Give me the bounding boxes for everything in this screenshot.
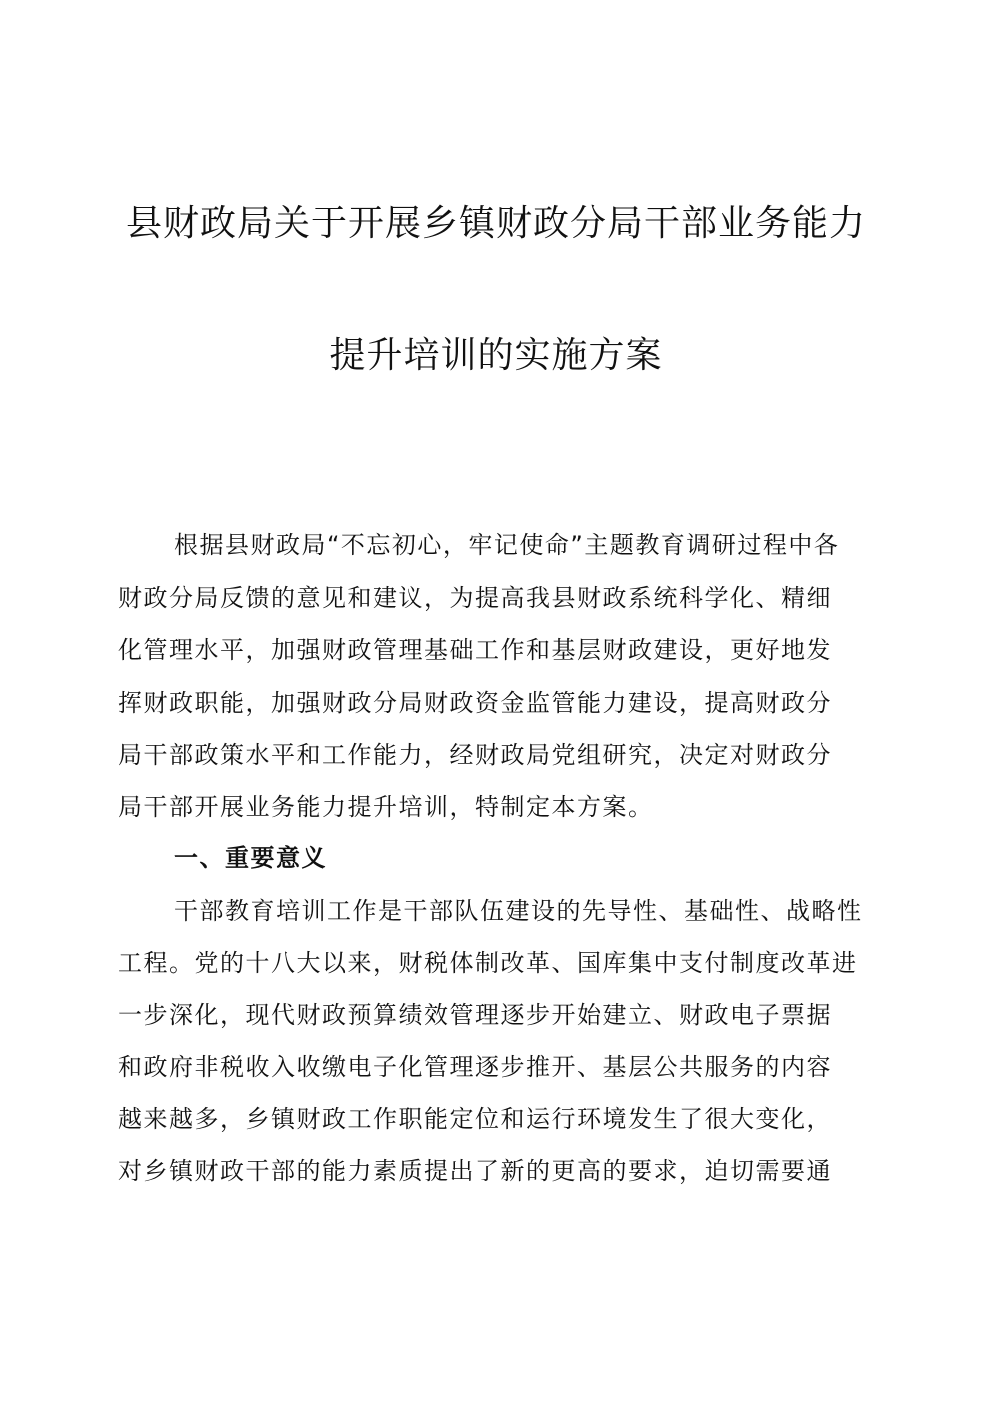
intro-line: 挥财政职能，加强财政分局财政资金监管能力建设，提高财政分 — [118, 689, 832, 717]
intro-line: 局干部政策水平和工作能力，经财政局党组研究，决定对财政分 — [118, 741, 832, 769]
section-heading-importance: 一、重要意义 — [174, 844, 327, 872]
intro-line: 根据县财政局“不忘初心，牢记使命”主题教育调研过程中各 — [174, 531, 840, 559]
document-title-line-2: 提升培训的实施方案 — [329, 335, 663, 376]
document-title-line-1: 县财政局关于开展乡镇财政分局干部业务能力 — [125, 203, 866, 244]
section-line: 一步深化，现代财政预算绩效管理逐步开始建立、财政电子票据 — [118, 1001, 832, 1029]
section-line: 对乡镇财政干部的能力素质提出了新的更高的要求，迫切需要通 — [118, 1157, 832, 1185]
section-line: 干部教育培训工作是干部队伍建设的先导性、基础性、战略性 — [174, 897, 863, 925]
intro-line: 财政分局反馈的意见和建议，为提高我县财政系统科学化、精细 — [118, 584, 832, 612]
section-line: 越来越多，乡镇财政工作职能定位和运行环境发生了很大变化， — [118, 1105, 832, 1133]
intro-line: 局干部开展业务能力提升培训，特制定本方案。 — [118, 793, 654, 821]
section-line: 工程。党的十八大以来，财税体制改革、国库集中支付制度改革进 — [118, 949, 858, 977]
section-line: 和政府非税收入收缴电子化管理逐步推开、基层公共服务的内容 — [118, 1053, 832, 1081]
intro-line: 化管理水平，加强财政管理基础工作和基层财政建设，更好地发 — [118, 636, 832, 664]
